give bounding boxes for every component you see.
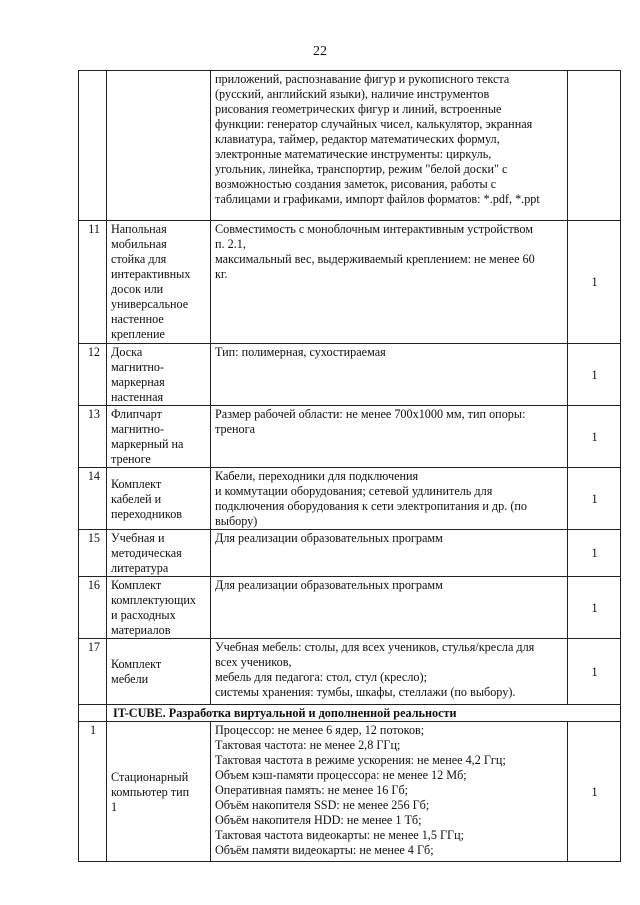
- item-quantity: [568, 71, 621, 221]
- item-name: [107, 221, 211, 344]
- item-quantity: 1: [568, 639, 621, 705]
- item-description-line: рисования геометрических фигур и линий, встроенные: [215, 102, 502, 116]
- item-name-line: кабелей и: [111, 491, 162, 506]
- item-quantity: 1: [568, 221, 621, 344]
- item-name: [107, 639, 211, 705]
- item-description-line: Тактовая частота в режиме ускорения: не менее 4,2 Ггц;: [215, 753, 506, 767]
- row-number: 14: [79, 468, 107, 530]
- item-description: [211, 577, 568, 639]
- item-name-line: Комплект: [111, 657, 162, 671]
- page-number: 22: [313, 44, 327, 59]
- item-name-line: настенное: [111, 312, 164, 326]
- item-quantity: 1: [568, 577, 621, 639]
- item-description-line: угольник, линейка, транспортир, режим "белой доски" с: [215, 162, 508, 176]
- row-number: 15: [79, 530, 107, 577]
- item-name: [107, 577, 211, 639]
- item-description: [211, 71, 568, 221]
- item-description-line: приложений, распознавание фигур и рукописного текста: [215, 72, 510, 86]
- item-name-line: и расходных: [111, 608, 176, 622]
- item-description-line: и коммутации оборудования; сетевой удлинитель для: [215, 484, 493, 498]
- item-description-line: Учебная мебель: столы, для всех учеников, стулья/кресла для: [215, 640, 535, 654]
- item-description-line: Совместимость с моноблочным интерактивным устройством: [215, 222, 533, 236]
- item-description-line: (русский, английский языки), наличие инструментов: [215, 87, 490, 101]
- item-description-line: всех учеников,: [215, 655, 292, 669]
- item-name-line: универсальное: [111, 297, 189, 311]
- section-spacer: [79, 705, 107, 722]
- item-description-line: системы хранения: тумбы, шкафы, стеллажи (по выбору).: [215, 685, 516, 699]
- item-quantity: 1: [568, 468, 621, 530]
- item-description-line: Размер рабочей области: не менее 700x1000 мм, тип опоры:: [215, 407, 526, 421]
- item-description-line: клавиатура, таймер, редактор математических формул,: [215, 132, 500, 146]
- item-name: [107, 344, 211, 406]
- item-description-line: возможностью создания заметок, рисования, работы с: [215, 177, 497, 191]
- row-number: [79, 71, 107, 221]
- item-name-line: маркерная: [111, 375, 165, 389]
- item-name-line: 1: [111, 799, 118, 814]
- item-description: [211, 468, 568, 530]
- item-name-line: переходников: [111, 506, 183, 521]
- item-description-line: кг.: [215, 267, 228, 281]
- row-number: 12: [79, 344, 107, 406]
- item-quantity: 1: [568, 344, 621, 406]
- item-description-line: Оперативная память: не менее 16 Гб;: [215, 783, 409, 797]
- row-number: 1: [79, 722, 107, 862]
- table-row: [79, 406, 621, 468]
- item-name-line: Комплект: [111, 578, 162, 592]
- item-name-line: настенная: [111, 390, 164, 404]
- item-name-line: Напольная: [111, 222, 167, 236]
- item-description-line: мебель для педагога: стол, стул (кресло);: [215, 670, 427, 684]
- row-number: 11: [79, 221, 107, 344]
- last-table-row: [79, 722, 621, 862]
- item-description: [211, 530, 568, 577]
- item-description-line: выбору): [215, 514, 258, 528]
- item-name: [107, 530, 211, 577]
- item-description-line: п. 2.1,: [215, 237, 246, 251]
- item-name-line: треноге: [111, 452, 151, 466]
- item-description-line: Объём памяти видеокарты: не менее 4 Гб;: [215, 843, 434, 857]
- table-row: [79, 577, 621, 639]
- item-name-line: Доска: [111, 345, 143, 359]
- item-name: [107, 722, 211, 862]
- item-description-line: Тактовая частота видеокарты: не менее 1,5 ГГц;: [215, 828, 464, 842]
- item-name: [107, 71, 211, 221]
- item-name-line: Учебная и: [111, 531, 165, 545]
- table-row: [79, 71, 621, 221]
- item-description-line: Для реализации образовательных программ: [215, 531, 443, 545]
- item-description-line: Объём накопителя HDD: не менее 1 Тб;: [215, 813, 422, 827]
- table-row: [79, 530, 621, 577]
- row-number: 17: [79, 639, 107, 705]
- item-quantity: 1: [568, 722, 621, 862]
- item-name: [107, 468, 211, 530]
- item-description-line: Объём накопителя SSD: не менее 256 Гб;: [215, 798, 430, 812]
- item-name-line: Комплект: [111, 476, 162, 491]
- item-name-line: материалов: [111, 623, 171, 637]
- item-quantity: 1: [568, 406, 621, 468]
- section-header-row: [79, 705, 621, 722]
- item-description: [211, 344, 568, 406]
- item-name-line: компьютер тип: [111, 784, 190, 799]
- item-description: [211, 639, 568, 705]
- item-description: [211, 221, 568, 344]
- item-name-line: мебели: [111, 672, 149, 686]
- row-number: 16: [79, 577, 107, 639]
- section-title: IT-CUBE. Разработка виртуальной и дополненной реальности: [107, 705, 621, 722]
- item-name-line: магнитно-: [111, 422, 165, 436]
- item-name-line: маркерный на: [111, 437, 184, 451]
- item-name-line: интерактивных: [111, 267, 191, 281]
- table-row: [79, 221, 621, 344]
- item-name-line: стойка для: [111, 252, 167, 266]
- item-description-line: подключения оборудования к сети электропитания и др. (по: [215, 499, 527, 513]
- item-name-line: Стационарный: [111, 769, 189, 784]
- item-description-line: электронные математические инструменты: циркуль,: [215, 147, 492, 161]
- item-name-line: магнитно-: [111, 360, 165, 374]
- item-description-line: Тактовая частота: не менее 2,8 ГГц;: [215, 738, 401, 752]
- table-row: [79, 639, 621, 705]
- row-number: 13: [79, 406, 107, 468]
- table-row: [79, 468, 621, 530]
- item-description-line: Кабели, переходники для подключения: [215, 469, 419, 483]
- item-description-line: Для реализации образовательных программ: [215, 578, 443, 592]
- item-name-line: методическая: [111, 546, 182, 560]
- item-name: [107, 406, 211, 468]
- item-name-line: Флипчарт: [111, 407, 162, 421]
- item-description-line: максимальный вес, выдерживаемый креплением: не менее 60: [215, 252, 535, 266]
- item-description-line: тренога: [215, 422, 256, 436]
- item-name-line: досок или: [111, 282, 164, 296]
- item-name-line: крепление: [111, 327, 165, 341]
- item-name-line: комплектующих: [111, 593, 197, 607]
- item-quantity: 1: [568, 530, 621, 577]
- item-description-line: Объем кэш-памяти процессора: не менее 12 Мб;: [215, 768, 467, 782]
- equipment-table: [78, 70, 621, 862]
- item-description: [211, 722, 568, 862]
- item-name-line: литература: [111, 561, 169, 575]
- table-row: [79, 344, 621, 406]
- item-description-line: таблицами и графиками, импорт файлов форматов: *.pdf, *.ppt: [215, 192, 540, 206]
- item-description-line: Тип: полимерная, сухостираемая: [215, 345, 386, 359]
- item-description-line: функции: генератор случайных чисел, калькулятор, экранная: [215, 117, 533, 131]
- item-description-line: Процессор: не менее 6 ядер, 12 потоков;: [215, 723, 425, 737]
- item-name-line: мобильная: [111, 237, 167, 251]
- item-description: [211, 406, 568, 468]
